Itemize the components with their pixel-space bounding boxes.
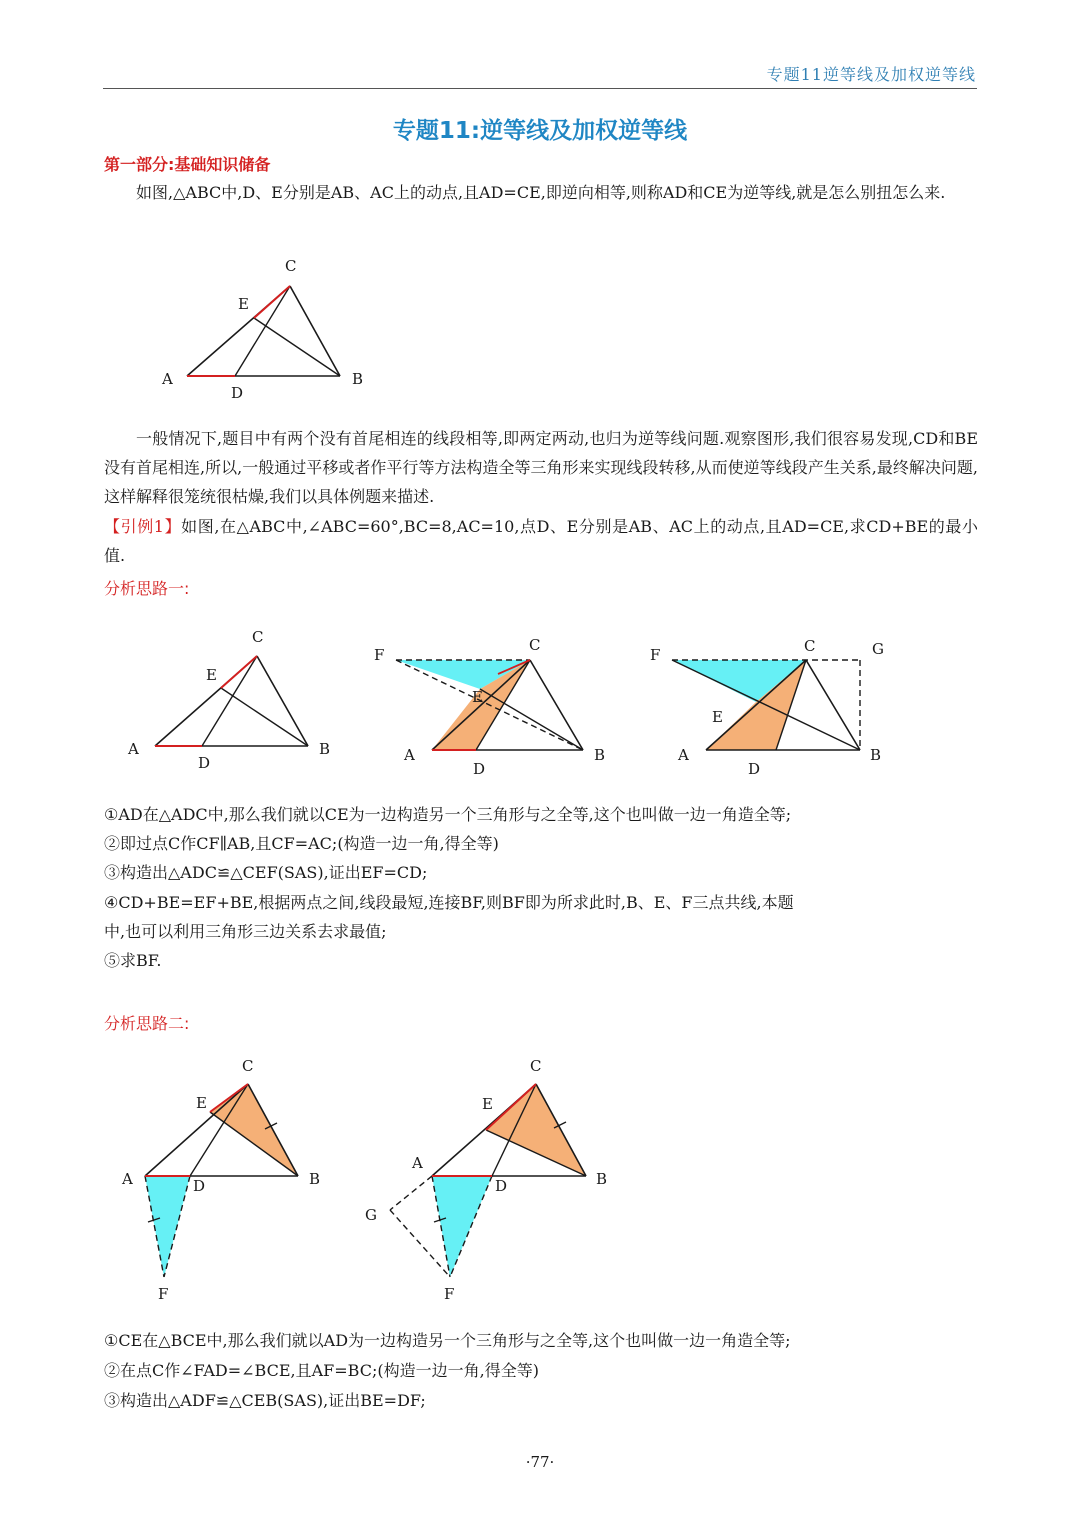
point-label: B <box>319 740 331 758</box>
analysis-1-heading: 分析思路一: <box>104 579 190 598</box>
point-label: E <box>712 708 723 726</box>
geometry-segment <box>221 656 257 688</box>
geometry-segment <box>390 1176 432 1210</box>
segment-ce-red <box>254 286 290 318</box>
point-label: D <box>473 760 486 778</box>
page-title: 专题11:逆等线及加权逆等线 <box>392 118 688 144</box>
point-label: A <box>412 1154 423 1172</box>
analysis-2-step-2: ②在点C作∠FAD=∠BCE,且AF=BC;(构造一边一角,得全等) <box>104 1361 539 1380</box>
example-1-text: 如图,在△ABC中,∠ABC=60°,BC=8,AC=10,点D、E分别是AB、AC上的动点,且AD=CE,求CD+BE的最小值. <box>104 517 978 565</box>
orange-triangle <box>486 1084 586 1176</box>
label-a: A <box>162 370 173 388</box>
point-label: D <box>198 754 211 772</box>
figure-intro-triangle <box>150 250 390 410</box>
point-label: F <box>444 1285 455 1303</box>
figure-analysis1-a <box>120 622 340 782</box>
point-label: E <box>472 688 483 706</box>
intro-paragraph: 如图,△ABC中,D、E分别是AB、AC上的动点,且AD=CE,即逆向相等,则称AD和CE为逆等线,就是怎么别扭怎么来. <box>136 183 946 202</box>
point-label: D <box>193 1177 206 1195</box>
geometry-segment <box>257 656 308 746</box>
geometry-segment <box>221 688 308 746</box>
point-label: C <box>252 628 264 646</box>
point-label: F <box>374 646 385 664</box>
point-label: C <box>242 1057 254 1075</box>
analysis-1-step-1: ①AD在△ADC中,那么我们就以CE为一边构造另一个三角形与之全等,这个也叫做一边一角造全等; <box>104 805 792 824</box>
page-number: ·77· <box>525 1453 555 1471</box>
analysis-1-step-4: ④CD+BE=EF+BE,根据两点之间,线段最短,连接BF,则BF即为所求此时,B、E、F三点共线,本题 <box>104 893 794 912</box>
example-1-tag: 【引例1】 <box>104 517 182 536</box>
point-label: F <box>650 646 661 664</box>
label-d: D <box>231 384 244 402</box>
point-label: B <box>596 1170 608 1188</box>
figure-analysis2-b <box>360 1050 630 1310</box>
point-label: C <box>529 636 541 654</box>
header-rule <box>103 88 977 89</box>
cyan-triangle <box>145 1176 190 1277</box>
point-label: A <box>404 746 415 764</box>
segment-bc <box>290 286 340 376</box>
orange-triangle <box>210 1084 298 1176</box>
example-1 <box>104 512 978 570</box>
analysis-1-step-4-cont: 中,也可以利用三角形三边关系去求最值; <box>104 922 387 941</box>
geometry-segment <box>480 689 583 750</box>
analysis-1-step-2: ②即过点C作CF∥AB,且CF=AC;(构造一边一角,得全等) <box>104 834 499 853</box>
segment-be <box>254 318 340 376</box>
general-paragraph: 一般情况下,题目中有两个没有首尾相连的线段相等,即两定两动,也归为逆等线问题.观察图形,我们很容易发现,CD和BE没有首尾相连,所以,一般通过平移或者作平行等方法构造全等三角形来实现线段转移,从而使逆等线段产生关系,最终解决问题,这样解释很笼统很枯燥,我们以具体例题来描述. <box>104 429 978 506</box>
point-label: G <box>872 640 884 658</box>
point-label: D <box>748 760 761 778</box>
point-label: E <box>206 666 217 684</box>
point-label: G <box>365 1206 377 1224</box>
running-header: 专题11逆等线及加权逆等线 <box>766 65 976 84</box>
point-label: A <box>122 1170 133 1188</box>
point-label: B <box>309 1170 321 1188</box>
label-e: E <box>238 295 249 313</box>
figure-analysis1-c <box>644 632 904 782</box>
label-c: C <box>285 257 297 275</box>
point-label: F <box>158 1285 169 1303</box>
analysis-2-step-3: ③构造出△ADF≌△CEB(SAS),证出BE=DF; <box>104 1391 426 1410</box>
label-b: B <box>352 370 364 388</box>
section-heading: 第一部分:基础知识储备 <box>104 155 271 174</box>
point-label: B <box>870 746 882 764</box>
analysis-2-step-1: ①CE在△BCE中,那么我们就以AD为一边构造另一个三角形与之全等,这个也叫做一边一角造全等; <box>104 1331 791 1350</box>
analysis-1-step-5: ⑤求BF. <box>104 951 162 970</box>
point-label: E <box>196 1094 207 1112</box>
point-label: C <box>804 637 816 655</box>
figure-analysis2-a <box>110 1050 350 1310</box>
point-label: A <box>128 740 139 758</box>
figure-analysis1-b <box>368 632 628 782</box>
point-label: C <box>530 1057 542 1075</box>
point-label: D <box>495 1177 508 1195</box>
analysis-2-heading: 分析思路二: <box>104 1014 190 1033</box>
geometry-segment <box>530 660 583 750</box>
point-label: A <box>678 746 689 764</box>
point-label: E <box>482 1095 493 1113</box>
point-label: B <box>594 746 606 764</box>
analysis-1-step-3: ③构造出△ADC≌△CEF(SAS),证出EF=CD; <box>104 863 428 882</box>
